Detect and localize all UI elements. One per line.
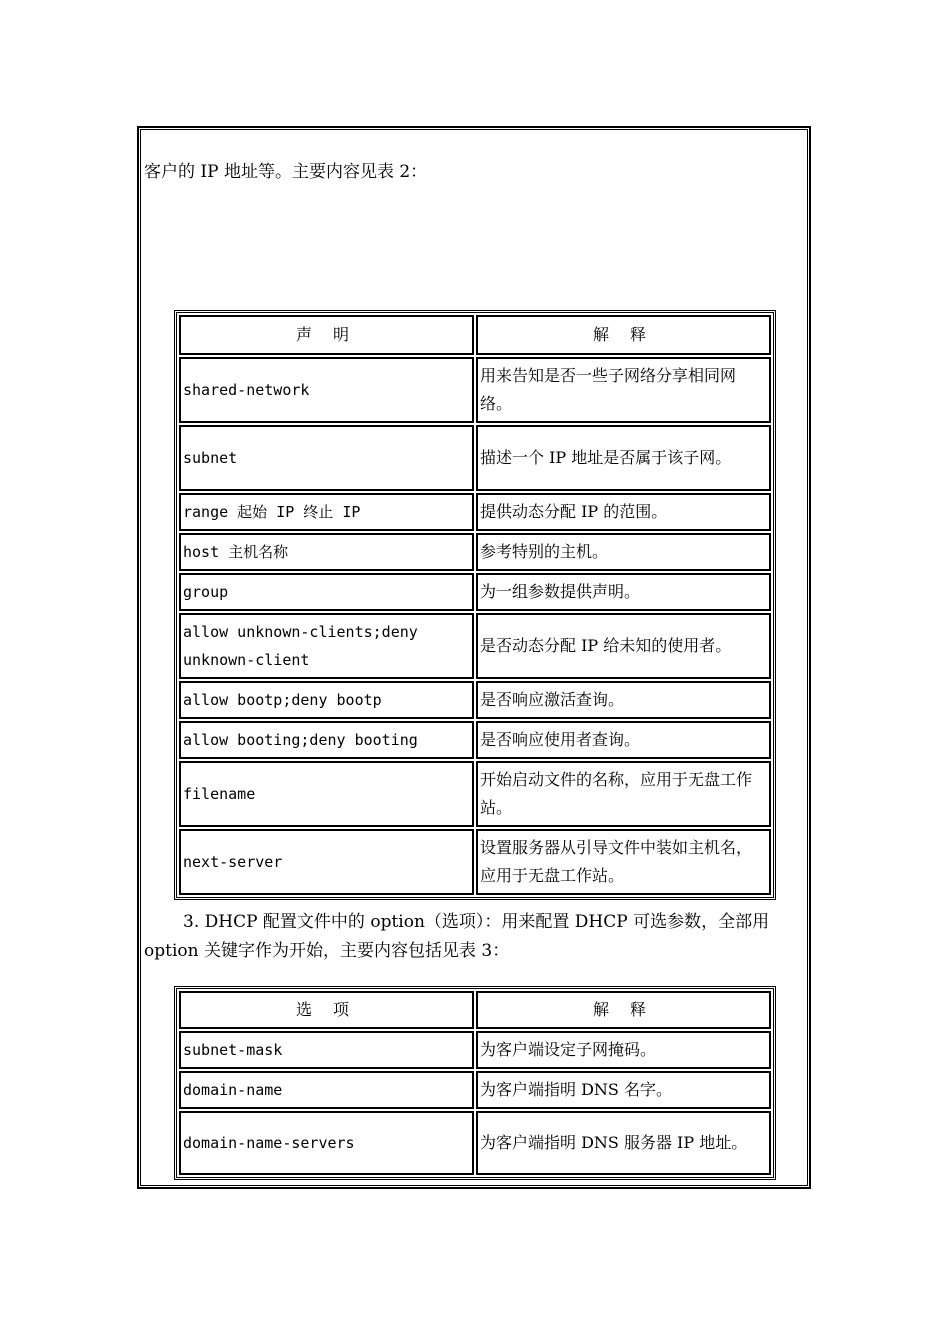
table-2-cell-name: filename: [179, 761, 474, 827]
table-2-header-row: [179, 315, 771, 355]
intro-paragraph: 客户的 IP 地址等。主要内容见表 2：: [144, 162, 428, 182]
table-3-cell-name: domain-name-servers: [179, 1111, 474, 1175]
table-2-cell-desc: 设置服务器从引导文件中装如主机名，应用于无盘工作站。: [476, 829, 771, 895]
table-2: [174, 310, 776, 900]
table-2-cell-name: host 主机名称: [179, 533, 474, 571]
table-3-header-option: 选 项: [179, 991, 474, 1029]
table-2-cell-desc: 参考特别的主机。: [476, 533, 771, 571]
table-row: [179, 533, 771, 571]
table-2-cell-desc: 是否动态分配 IP 给未知的使用者。: [476, 613, 771, 679]
table-2-cell-desc: 是否响应激活查询。: [476, 681, 771, 719]
table-2-cell-desc: 用来告知是否一些子网络分享相同网络。: [476, 357, 771, 423]
table-row: [179, 721, 771, 759]
table-2-cell-name: allow unknown-clients;deny unknown-client: [179, 613, 474, 679]
table-3: [174, 986, 776, 1180]
table-2-cell-name: allow booting;deny booting: [179, 721, 474, 759]
table-2-cell-desc: 描述一个 IP 地址是否属于该子网。: [476, 425, 771, 491]
table-2-cell-name: allow bootp;deny bootp: [179, 681, 474, 719]
table-row: [179, 425, 771, 491]
section-3-line-2: option 关键字作为开始，主要内容包括见表 3：: [144, 941, 510, 961]
table-row: [179, 1031, 771, 1069]
table-row: [179, 761, 771, 827]
table-2-cell-name: range 起始 IP 终止 IP: [179, 493, 474, 531]
table-3-cell-name: subnet-mask: [179, 1031, 474, 1069]
table-row: [179, 1111, 771, 1175]
table-2-cell-name: shared-network: [179, 357, 474, 423]
table-row: [179, 829, 771, 895]
table-2-header-explanation: 解 释: [476, 315, 771, 355]
table-3-cell-desc: 为客户端设定子网掩码。: [476, 1031, 771, 1069]
table-2-cell-name: subnet: [179, 425, 474, 491]
table-row: [179, 493, 771, 531]
table-3-cell-name: domain-name: [179, 1071, 474, 1109]
table-row: [179, 613, 771, 679]
table-3-header-explanation: 解 释: [476, 991, 771, 1029]
table-2-header-declaration: 声 明: [179, 315, 474, 355]
table-row: [179, 357, 771, 423]
section-3-line-1: 3. DHCP 配置文件中的 option（选项）：用来配置 DHCP 可选参数，全部用: [183, 912, 770, 932]
table-3-header-row: [179, 991, 771, 1029]
table-2-cell-desc: 开始启动文件的名称，应用于无盘工作站。: [476, 761, 771, 827]
table-2-cell-desc: 是否响应使用者查询。: [476, 721, 771, 759]
table-2-cell-name: next-server: [179, 829, 474, 895]
table-3-cell-desc: 为客户端指明 DNS 服务器 IP 地址。: [476, 1111, 771, 1175]
table-row: [179, 573, 771, 611]
table-3-cell-desc: 为客户端指明 DNS 名字。: [476, 1071, 771, 1109]
table-row: [179, 1071, 771, 1109]
table-2-cell-desc: 为一组参数提供声明。: [476, 573, 771, 611]
table-2-cell-desc: 提供动态分配 IP 的范围。: [476, 493, 771, 531]
table-row: [179, 681, 771, 719]
table-2-cell-name: group: [179, 573, 474, 611]
